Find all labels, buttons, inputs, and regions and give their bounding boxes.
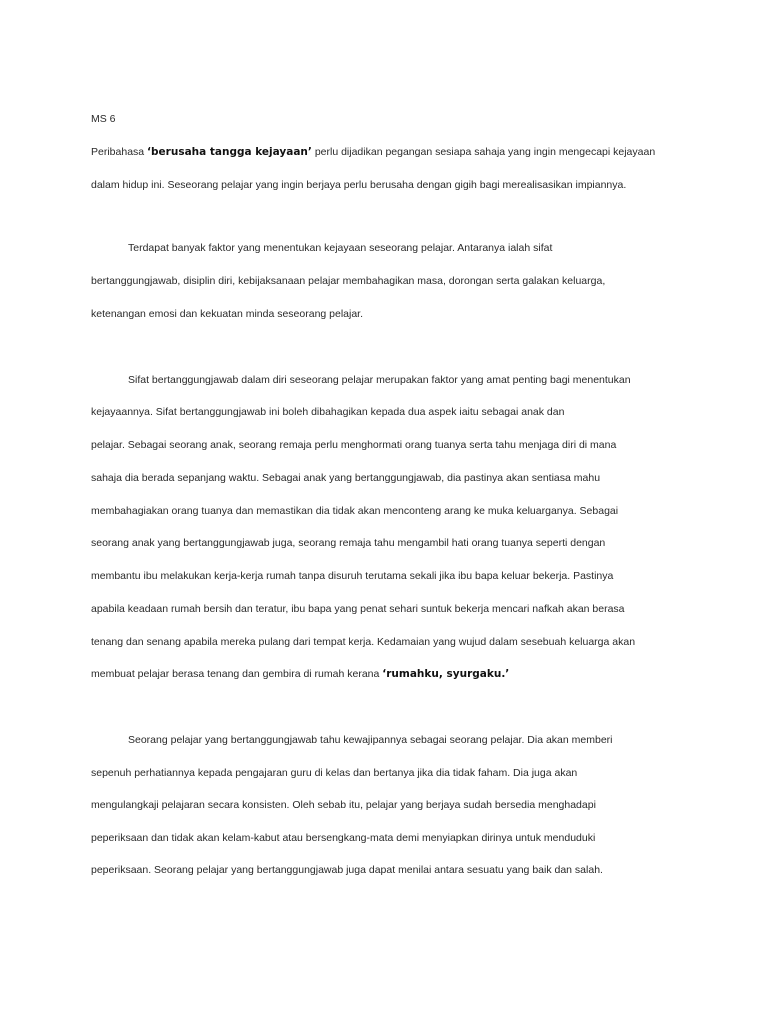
p3-line-5: membahagiakan orang tuanya dan memastikan dia tidak akan menconteng arang ke muka keluarganya. Sebagai	[91, 505, 619, 517]
p4-line-4: peperiksaan dan tidak akan kelam-kabut atau bersengkang-mata demi menyiapkan dirinya untuk menduduki	[91, 832, 596, 844]
p4-line-5: peperiksaan. Seorang pelajar yang bertanggungjawab juga dapat menilai antara sesuatu yang baik dan salah.	[91, 864, 603, 876]
p1-line-2: dalam hidup ini. Seseorang pelajar yang ingin berjaya perlu berusaha dengan gigih bagi merealisasikan impiannya.	[91, 179, 627, 191]
p3-line-1: Sifat bertanggungjawab dalam diri seseorang pelajar merupakan faktor yang amat penting bagi menentukan	[128, 374, 631, 386]
p3-line-7: membantu ibu melakukan kerja-kerja rumah tanpa disuruh terutama sekali jika ibu bapa keluar bekerja. Pastinya	[91, 570, 614, 582]
p3-line-2: kejayaannya. Sifat bertanggungjawab ini boleh dibahagikan kepada dua aspek iaitu sebagai anak dan	[91, 406, 565, 418]
p3-line-4: sahaja dia berada sepanjang waktu. Sebagai anak yang bertanggungjawab, dia pastinya akan sentiasa mahu	[91, 472, 601, 484]
p1-line-1-end: perlu dijadikan pegangan sesiapa sahaja yang ingin mengecapi kejayaan	[311, 146, 656, 158]
p4-line-3: mengulangkaji pelajaran secara konsisten. Oleh sebab itu, pelajar yang berjaya sudah bersedia menghadapi	[91, 799, 596, 811]
proverb-bold: ‘berusaha tangga kejayaan’	[147, 146, 312, 158]
p1-line-1-start: Peribahasa	[91, 146, 148, 158]
p3-line-8: apabila keadaan rumah bersih dan teratur, ibu bapa yang penat sehari suntuk bekerja mencari nafkah akan berasa	[91, 603, 625, 615]
quote-bold: ‘rumahku, syurgaku.’	[382, 668, 510, 680]
p4-line-2: sepenuh perhatiannya kepada pengajaran guru di kelas dan bertanya jika dia tidak faham. Dia juga akan	[91, 767, 578, 779]
p2-line-2: bertanggungjawab, disiplin diri, kebijaksanaan pelajar membahagikan masa, dorongan serta galakan keluarga,	[91, 275, 606, 287]
p3-line-10	[91, 667, 509, 681]
document-heading: MS 6	[91, 113, 116, 125]
p3-line-3: pelajar. Sebagai seorang anak, seorang remaja perlu menghormati orang tuanya serta tahu menjaga diri di mana	[91, 439, 617, 451]
p3-line-9: tenang dan senang apabila mereka pulang dari tempat kerja. Kedamaian yang wujud dalam sesebuah keluarga akan	[91, 636, 636, 648]
p1-line-1	[91, 145, 655, 159]
p2-line-1: Terdapat banyak faktor yang menentukan kejayaan seseorang pelajar. Antaranya ialah sifat	[128, 242, 553, 254]
p3-line-6: seorang anak yang bertanggungjawab juga, seorang remaja tahu mengambil hati orang tuanya seperti dengan	[91, 537, 606, 549]
p3-line-10-start: membuat pelajar berasa tenang dan gembira di rumah kerana	[91, 668, 383, 680]
p2-line-3: ketenangan emosi dan kekuatan minda seseorang pelajar.	[91, 308, 364, 320]
p4-line-1: Seorang pelajar yang bertanggungjawab tahu kewajipannya sebagai seorang pelajar. Dia akan memberi	[128, 734, 613, 746]
